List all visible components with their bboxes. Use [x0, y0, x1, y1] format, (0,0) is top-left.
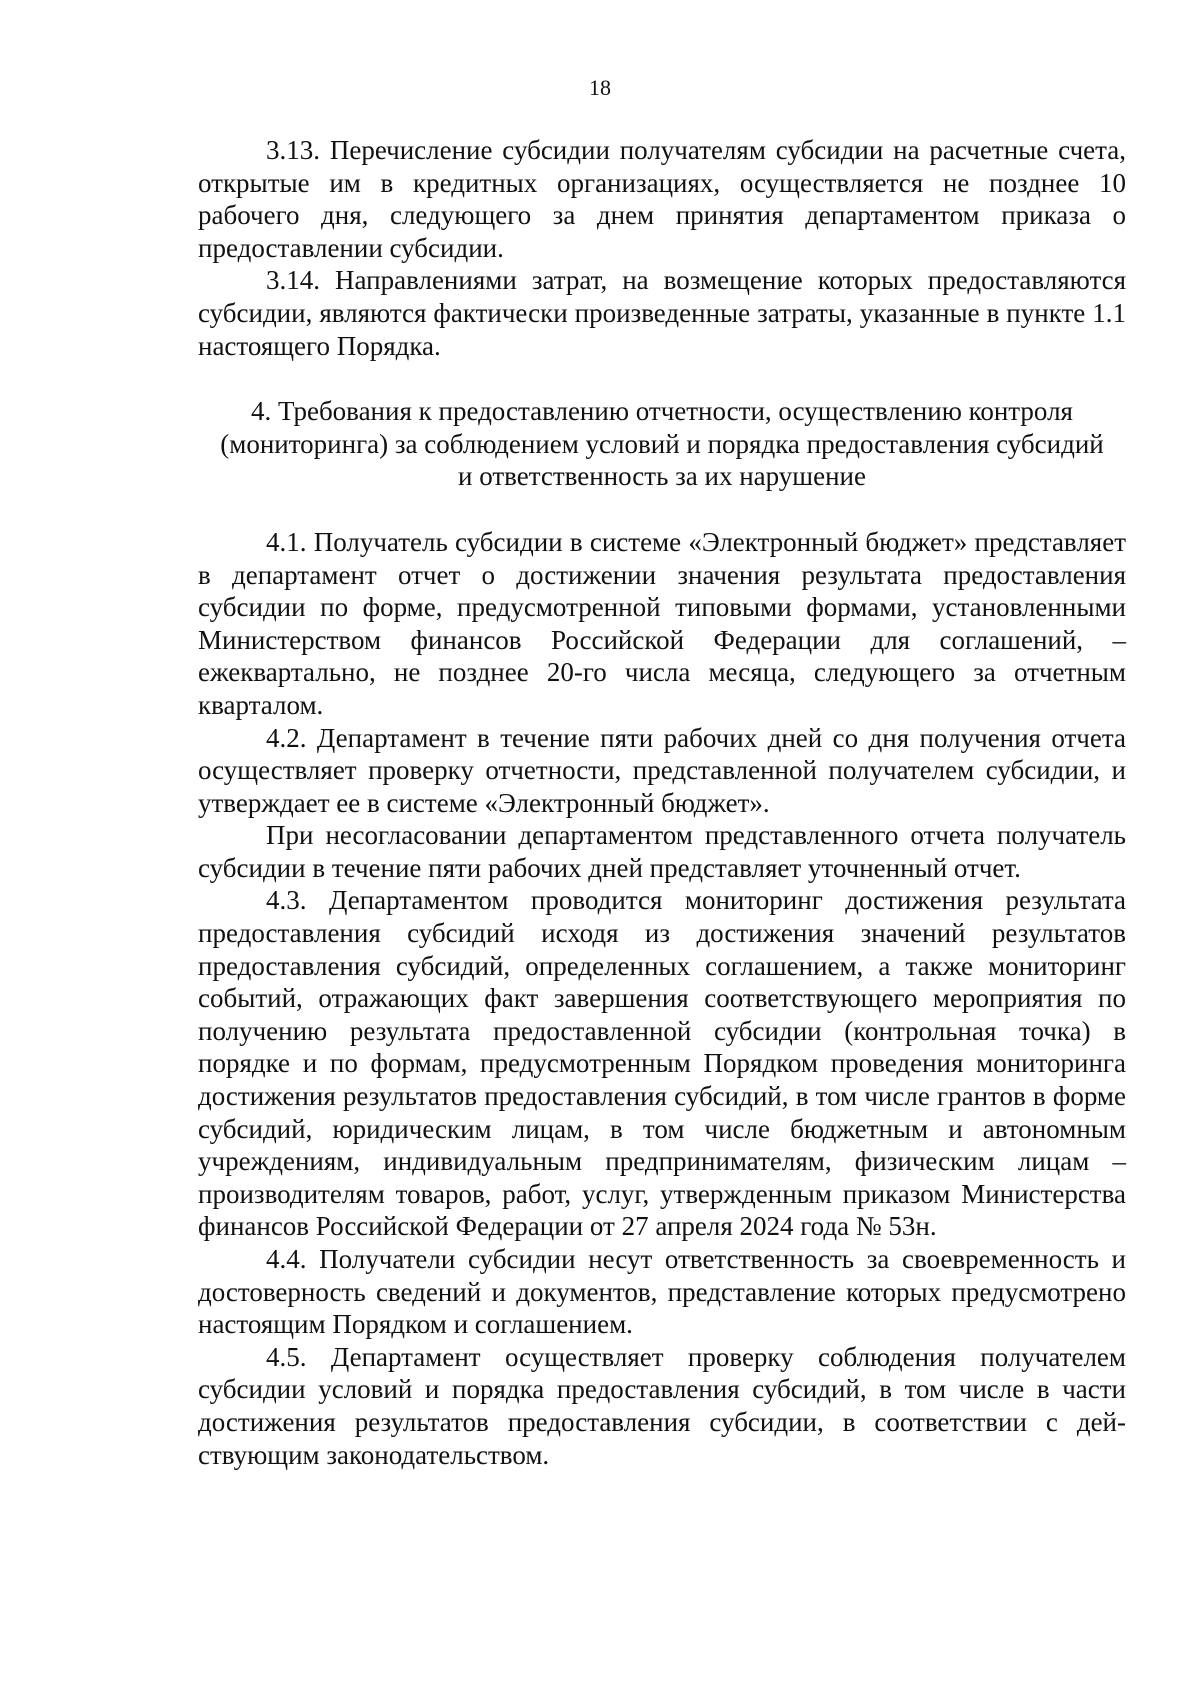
paragraph-4-3: 4.3. Департаментом проводится мониторинг достижения результата предоставления субсидий исходя из достижения значений результатов предоставления субсидий, определенных соглашением, а также мониторинг событий, отражающих факт завершения соответствующего мероприятия по получению результата предоставленной субсидии (контрольная точка) в порядке и по формам, предусмотренным Порядком проведения мониторинга достижения результатов предоставления субсидий, в том числе грантов в форме субсидий, юридическим лицам, в том числе бюджетным и автономным учреждениям, индивидуальным предпринимателям, физическим лицам – производителям товаров, работ, услуг, утвержденным приказом Министерства финансов Российской Федерации от 27 апреля 2024 года № 53н.	[198, 885, 1126, 1242]
section-4-heading-line-1: 4. Требования к предоставлению отчетности, осуществлению контроля	[251, 396, 1073, 427]
document-body	[198, 134, 1126, 1471]
section-4-heading-line-3: и ответственность за их нарушение	[458, 461, 866, 492]
paragraph-4-2-continuation: При несогласовании департаментом представленного отчета получатель субсидии в течение пяти рабочих дней представляет уточненный отчет.	[198, 820, 1126, 883]
page-number: 18	[589, 75, 611, 100]
paragraph-4-4: 4.4. Получатели субсидии несут ответственность за своевременность и достоверность сведений и документов, представление которых предусмотрено настоящим Порядком и соглашением.	[198, 1244, 1126, 1340]
section-4-heading	[198, 395, 1126, 493]
paragraph-4-2: 4.2. Департамент в течение пяти рабочих дней со дня получения отчета осуществляет проверку отчетности, представленной получателем субсидии, и утверждает ее в системе «Электронный бюджет».	[198, 722, 1126, 818]
section-4-heading-line-2: (мониторинга) за соблюдением условий и порядка предоставления субсидий	[220, 428, 1104, 459]
paragraph-4-5: 4.5. Департамент осуществляет проверку соблюдения получателем субсидии условий и порядка предоставления субсидий, в том числе в части достижения результатов предоставления субсидии, в соответствии с действующим законодательством.	[198, 1341, 1126, 1470]
paragraph-3-13: 3.13. Перечисление субсидии получателям субсидии на расчетные счета, открытые им в кредитных организациях, осуществляется не позднее 10 рабочего дня, следующего за днем принятия департаментом приказа о предоставлении субсидии.	[198, 135, 1126, 263]
paragraph-3-14: 3.14. Направлениями затрат, на возмещение которых предоставляются субсидии, являются фактически произведенные затраты, указанные в пункте 1.1 настоящего Порядка.	[198, 265, 1126, 361]
paragraph-4-1: 4.1. Получатель субсидии в системе «Электронный бюджет» представляет в департамент отчет о достижении значения результата предоставления субсидии по форме, предусмотренной типовыми формами, установленными Министерством финансов Российской Федерации для соглашений, – ежеквартально, не позднее 20-го числа месяца, следующего за отчетным кварталом.	[198, 526, 1126, 720]
